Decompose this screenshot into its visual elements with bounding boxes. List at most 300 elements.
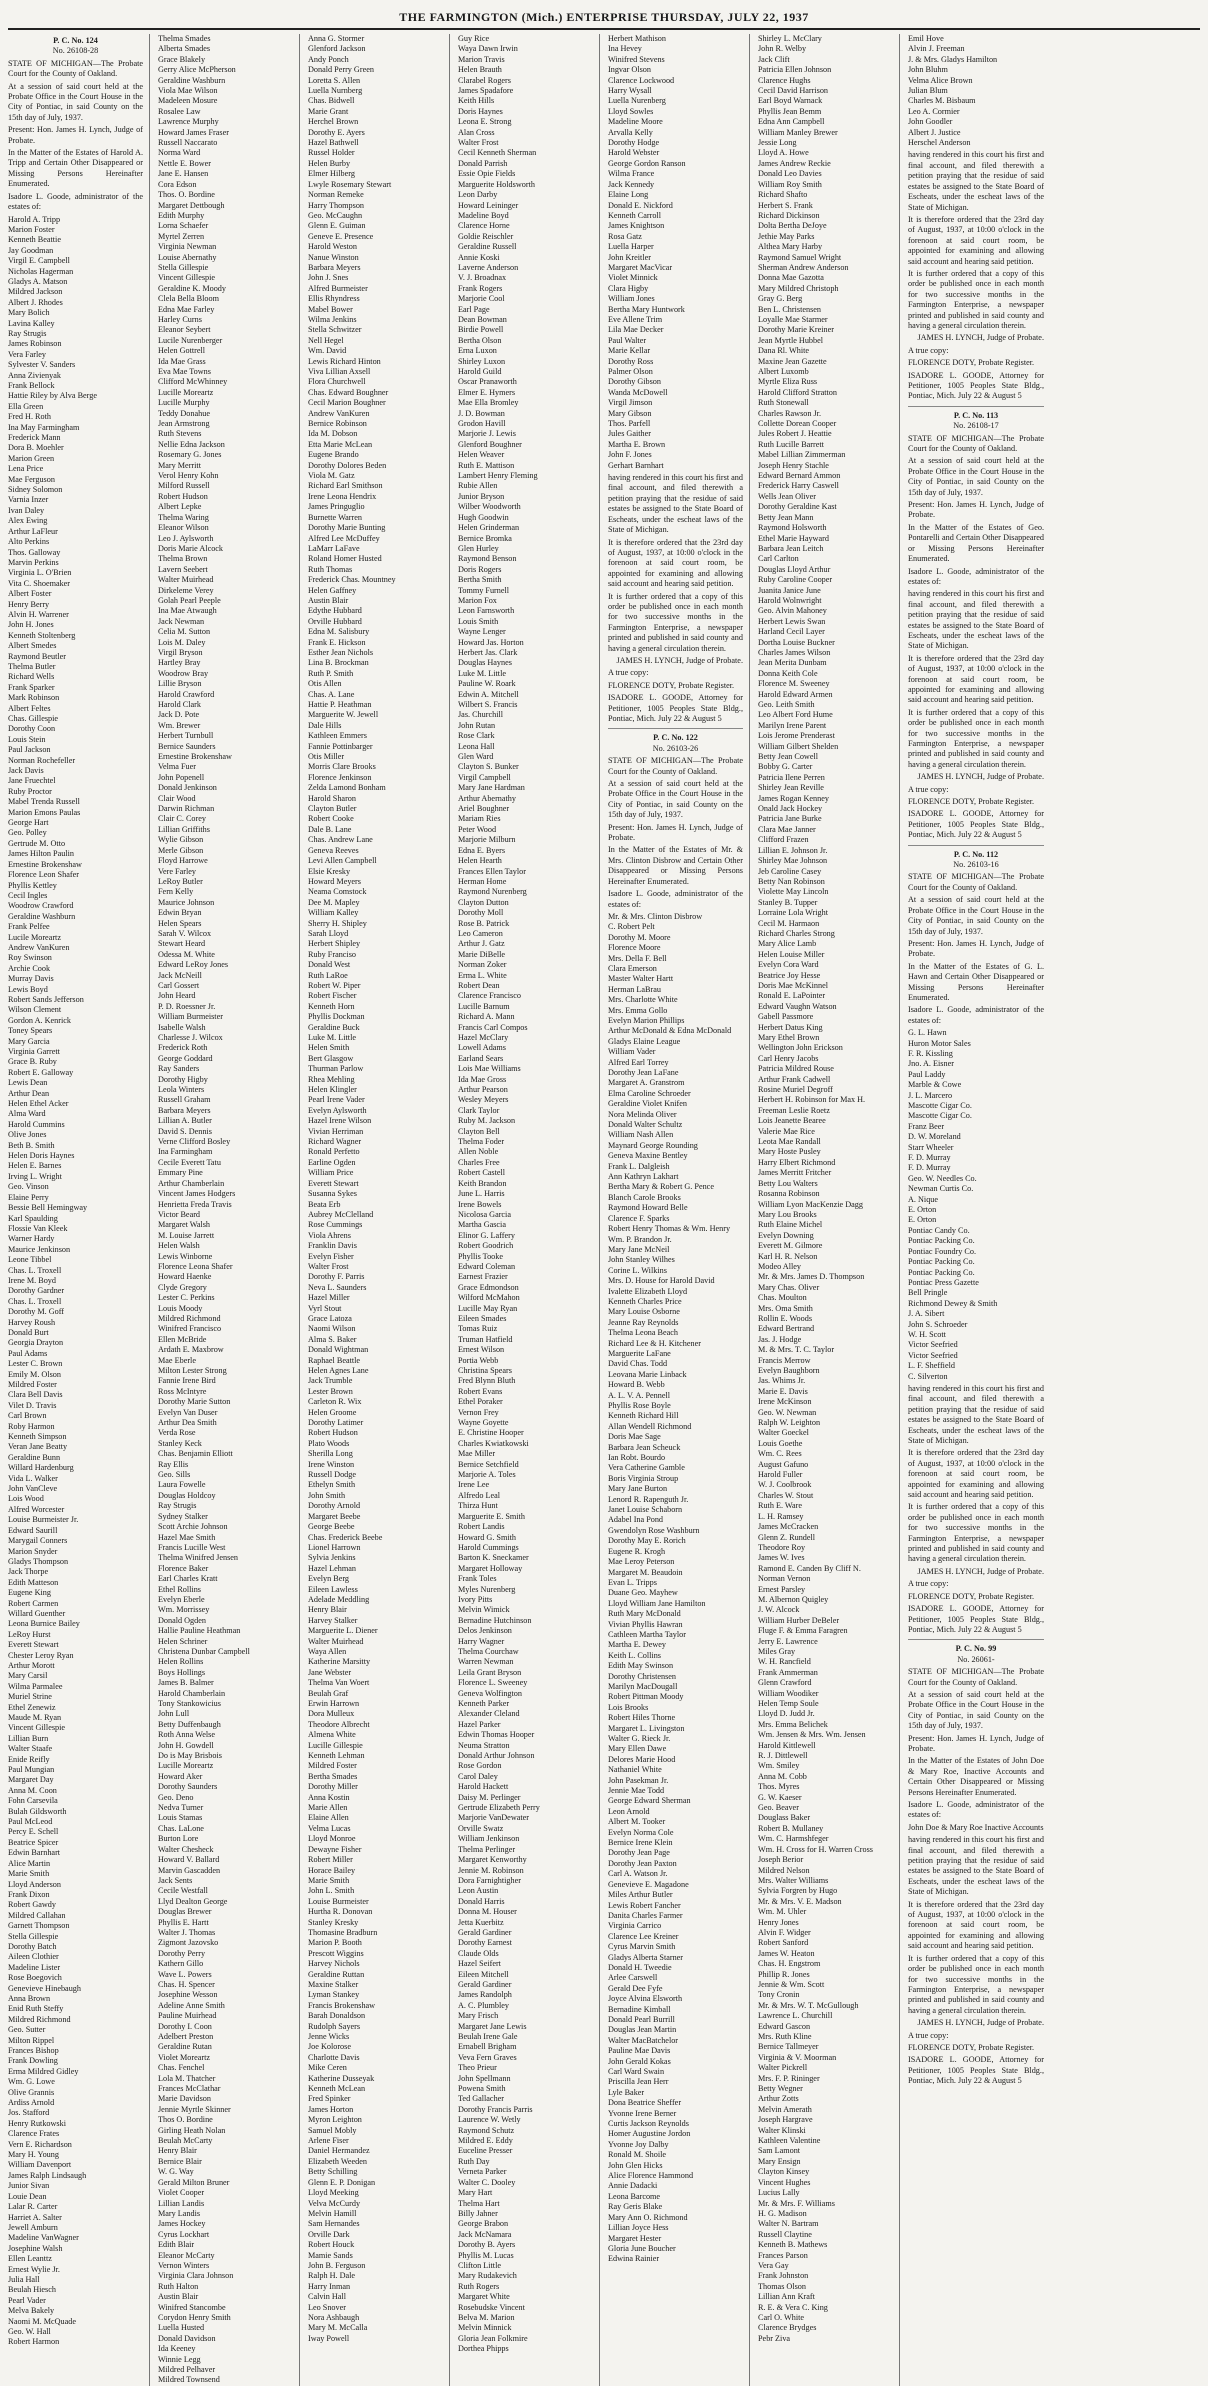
listed-name: Garnett Thompson (8, 1921, 70, 1931)
listed-name: Marguerite Holdsworth (458, 179, 535, 189)
listed-name: Kenneth Simpson (8, 1432, 67, 1442)
notice-divider (908, 406, 1044, 407)
listed-name: Helen Rollins (158, 1657, 204, 1667)
notice-number: P. C. No. 99 (955, 1644, 997, 1654)
listed-name: Carl A. Watson Jr. (608, 1869, 668, 1879)
listed-name: Maynard George Rounding (608, 1140, 698, 1150)
listed-name: Ruth Mary McDonald (608, 1609, 681, 1619)
listed-name: Thomasine Bradburn (308, 1927, 378, 1937)
listed-name: Rose B. Patrick (458, 918, 510, 928)
listed-name: Evelyn Baughborn (758, 1366, 820, 1375)
listed-name: Raymond Holsworth (758, 523, 827, 533)
listed-name: Madeline Boyd (458, 210, 509, 220)
listed-name: Alex Ewing (8, 516, 48, 526)
listed-name: Edward Coleman (458, 1261, 516, 1271)
listed-name: Ruth Day (458, 2156, 490, 2166)
listed-name: Geneve E. Presence (308, 231, 374, 241)
listed-name: Frank Ammerman (758, 1667, 818, 1677)
listed-name: Elinor G. Laffery (458, 1230, 515, 1240)
listed-name: Robert Sands Jefferson (8, 994, 84, 1004)
listed-name: Austin Blair (158, 2292, 199, 2302)
listed-name: Arvalla Kelly (608, 127, 653, 137)
listed-name: Harvey Nichols (308, 1959, 360, 1969)
listed-name: George Gordon Ranson (608, 158, 686, 168)
column-1 (8, 34, 150, 2386)
listed-name: Richard Charles Strong (758, 928, 835, 938)
listed-name: Clarence F. Sparks (608, 1213, 670, 1223)
listed-name: Luella Nurenberg (608, 96, 666, 106)
listed-name: Dorthea Phipps (458, 2344, 509, 2354)
listed-name: Pauline Mae Davis (608, 2046, 671, 2056)
listed-name: Goldie Reischler (458, 231, 514, 241)
listed-name: Melvin Wimick (458, 1605, 510, 1615)
listed-name: Wanda McDowell (608, 387, 668, 397)
listed-name: Bernice Saunders (158, 741, 216, 751)
listed-name: Virgil Campbell (458, 772, 511, 782)
listed-name: Emil Hove (908, 34, 944, 43)
listed-name: Jack McNeill (158, 970, 202, 980)
listed-name: Geo. W. Newman (758, 1407, 817, 1417)
listed-name: Melvin Amerath (758, 2104, 812, 2114)
notice-paragraph: In the Matter of the Estates of Harold A. Tripp and Certain Other Disappeared or Missing Persons Hereinafter Enumerated. (8, 148, 143, 189)
listed-name: Velma Lucas (308, 1823, 351, 1833)
listed-name: Lloyd D. Judd Jr. (758, 1709, 815, 1719)
listed-name: Lenord R. Rapenguth Jr. (608, 1494, 689, 1504)
listed-name: James Robinson (8, 339, 62, 349)
notice-divider (908, 845, 1044, 846)
listed-name: Jerry E. Lawrence (758, 1636, 818, 1646)
listed-name: Howard Aker (158, 1771, 203, 1781)
listed-name: Roy Swinson (8, 953, 52, 963)
listed-name: Hugh Goodwin (458, 512, 509, 522)
listed-name: Arthur Dea Smith (158, 1418, 217, 1428)
listed-name: LeRoy Butler (158, 876, 203, 886)
listed-name: Charlotte Davis (308, 2052, 360, 2062)
listed-name: Beulah Graf (308, 1688, 349, 1698)
listed-name: Rose Cummings (308, 1220, 363, 1230)
listed-name: Hazel Seifert (458, 1959, 501, 1969)
listed-name: Helen Klingler (308, 1085, 357, 1095)
listed-name: Alvin J. Freeman (908, 44, 965, 54)
listed-name: Harry Inman (308, 2281, 351, 2291)
listed-name: Ethel Zenewiz (8, 1702, 56, 1712)
listed-name: Robert Evans (458, 1386, 503, 1396)
listed-name: Luke M. Little (308, 1033, 356, 1042)
listed-name: Glen Ward (458, 752, 494, 762)
listed-name: Mae Eberle (158, 1355, 196, 1365)
listed-name: Anna Brown (8, 1993, 51, 2003)
listed-name: Donald Burt (8, 1327, 49, 1337)
listed-name: Herman LaBrau (608, 984, 661, 994)
listed-name: Naomi Wilson (308, 1324, 356, 1334)
listed-name: Jno. A. Eisner (908, 1059, 954, 1069)
listed-name: Geraldine Bunn (8, 1452, 61, 1462)
listed-name: Bernice Tallmeyer (758, 2042, 819, 2052)
listed-name: Rosebudske Vincent (458, 2302, 525, 2312)
listed-name: Harry Thompson (308, 200, 365, 210)
listed-name: Vincent James Hodgers (158, 1189, 236, 1199)
listed-name: Donald E. Nickford (608, 200, 673, 210)
listed-name: John S. Schroeder (908, 1319, 968, 1329)
listed-name: Edith Blair (158, 2240, 195, 2250)
listed-name: C. Silverton (908, 1371, 948, 1381)
listed-name: Gladys Thompson (8, 1556, 69, 1566)
listed-name: Vera Gay (758, 2260, 789, 2270)
listed-name: Calvin Hall (308, 2292, 346, 2302)
listed-name: Ruby Franciso (308, 949, 356, 959)
listed-name: Arlene Fiser (308, 2136, 349, 2146)
listed-name: Aubrey McClelland (308, 1209, 374, 1219)
listed-name: Jack McNamara (458, 2229, 512, 2239)
listed-name: Valerie Mae Rice (758, 1126, 815, 1136)
listed-name: Walter C. Dooley (458, 2177, 516, 2187)
listed-name: Wellington John Erickson (758, 1043, 843, 1053)
listed-name: Kenneth B. Mathews (758, 2240, 828, 2250)
notice-paragraph: Present: Hon. James H. Lynch, Judge of Probate. (608, 822, 743, 843)
listed-name: Jennie M. Robinson (458, 1865, 524, 1875)
listed-name: Annie Koski (458, 252, 500, 262)
listed-name: Mary Garcia (8, 1036, 50, 1046)
listed-name: Grodon Havill (458, 419, 506, 429)
listed-name: Chester Leroy Ryan (8, 1650, 74, 1660)
listed-name: Mr. & Mrs. V. E. Madson (758, 1896, 842, 1906)
listed-name: Mary Frisch (458, 2011, 499, 2021)
listed-name: Chas. H. Engstrom (758, 1959, 821, 1969)
case-number: No. 26103-16 (953, 860, 999, 870)
listed-name: Emily M. Olson (8, 1369, 61, 1379)
listed-name: Dorothy Ross (608, 356, 654, 366)
listed-name: Sidney Solomon (8, 485, 63, 495)
listed-name: Adelbert Preston (158, 2032, 214, 2041)
listed-name: Lucille Moreartz (158, 1761, 214, 1771)
listed-name: M. & Mrs. T. C. Taylor (758, 1345, 835, 1355)
listed-name: Geo. Sutter (8, 2025, 46, 2035)
listed-name: Robert Fischer (308, 991, 357, 1001)
listed-name: Herbert Shipley (308, 939, 361, 949)
listed-name: June L. Harris (458, 1189, 505, 1199)
listed-name: Evelyn Marion Phillips (608, 1015, 685, 1025)
listed-name: Thelma Brown (158, 554, 208, 564)
listed-name: Robert Goodrich (458, 1241, 514, 1251)
listed-name: Nell Hegel (308, 335, 344, 345)
listed-name: Austin Blair (308, 595, 349, 605)
listed-name: Pearl Irene Vader (308, 1095, 365, 1105)
listed-name: Violette May Lincoln (758, 887, 829, 897)
listed-name: Edward Saurill (8, 1525, 58, 1535)
listed-name: Lois Jerome Prenderast (758, 731, 835, 741)
listed-name: Eleanor Seybert (158, 325, 211, 335)
listed-name: Leo Cameron (458, 928, 503, 938)
notice-paragraph: John Doe & Mary Roe Inactive Accounts (908, 1822, 1044, 1832)
listed-name: Walter Frost (308, 1261, 349, 1271)
listed-name: Carol Daley (458, 1771, 498, 1781)
listed-name: Phyllis Tooke (458, 1251, 503, 1261)
listed-name: Hartley Bray (158, 658, 201, 668)
listed-name: Leon Austin (458, 1886, 499, 1896)
listed-name: William Kalley (308, 908, 359, 918)
notice-paragraph: ISADORE L. GOODE, Attorney for Petitioner, 1005 Peoples State Bldg., Pontiac, Mich. July 22 & August 5 (608, 693, 743, 723)
listed-name: Mrs. Oma Smith (758, 1303, 813, 1313)
listed-name: Harry Wagner (458, 1636, 505, 1646)
listed-name: Lawrence Murphy (158, 117, 219, 127)
listed-name: Lloyd William Jane Hamilton (608, 1598, 706, 1608)
listed-name: Ernest Wylie Jr. (8, 2264, 60, 2274)
listed-name: Irene M. Boyd (8, 1275, 56, 1285)
listed-name: Gerhart Barnhart (608, 460, 664, 470)
listed-name: Mildred Pelhaver (158, 2365, 216, 2374)
listed-name: Louise Abernathy (158, 252, 217, 262)
listed-name: Waya Allen (308, 1646, 347, 1656)
listed-name: Mrs. Ruth Kline (758, 2032, 812, 2041)
listed-name: Jas. J. Hodge (758, 1334, 802, 1344)
listed-name: Wylie Gibson (158, 835, 204, 845)
notice-paragraph: In the Matter of the Estates of John Doe & Mary Roe, Inactive Accounts and Certain Other Disappeared or Missing Persons Hereinafter Enumerated. (908, 1756, 1044, 1797)
listed-name: Chas. Moulton (758, 1293, 807, 1303)
listed-name: Zelda Lamond Bonham (308, 783, 386, 793)
listed-name: Luke M. Little (458, 668, 506, 678)
listed-name: Flossie Van Kleek (8, 1223, 68, 1233)
listed-name: Lina B. Brockman (308, 658, 369, 668)
listed-name: Clark Taylor (458, 1105, 500, 1115)
listed-name: Lloyd Anderson (8, 1879, 61, 1889)
listed-name: Lois Mae Williams (458, 1064, 521, 1074)
listed-name: Geo. Alvin Mahoney (758, 606, 827, 616)
judge-signature: JAMES H. LYNCH, Judge of Probate. (616, 655, 743, 665)
listed-name: Irene Lee (458, 1480, 490, 1490)
listed-name: Winnie Legg (158, 2354, 201, 2364)
listed-name: Huron Motor Sales (908, 1038, 971, 1048)
listed-name: Sam Hernandes (308, 2219, 360, 2229)
listed-name: Earl Charles Kratt (158, 1574, 218, 1584)
listed-name: Charles Free (458, 1157, 500, 1167)
listed-name: Irene Bowels (458, 1199, 502, 1209)
listed-name: Ruth Thomas (308, 564, 353, 574)
listed-name: Charles James Wilson (758, 647, 831, 657)
listed-name: Gertrude Elizabeth Perry (458, 1803, 540, 1813)
listed-name: Russell Naccarato (158, 138, 218, 148)
listed-name: Frances Ellen Taylor (458, 866, 526, 876)
listed-name: Jennie Mae Todd (608, 1786, 665, 1796)
listed-name: Pontiac Packing Co. (908, 1267, 975, 1277)
listed-name: Ella Green (8, 401, 44, 411)
listed-name: Clayton Kinsey (758, 2167, 810, 2177)
listed-name: Dorothy Higby (158, 1074, 208, 1084)
listed-name: Alice Martin (8, 1858, 51, 1868)
listed-name: Clarence Lockwood (608, 75, 675, 85)
listed-name: Toney Spears (8, 1026, 53, 1036)
listed-name: Helen Schriner (158, 1636, 208, 1646)
listed-name: Willard Hardenburg (8, 1463, 74, 1473)
listed-name: E. Christine Hooper (458, 1428, 524, 1438)
listed-name: Patricia Ellen Johnson (758, 65, 832, 75)
listed-name: Geraldine Violet Knifen (608, 1099, 687, 1109)
listed-name: Ina Mae Atwaugh (158, 606, 217, 616)
column-6 (758, 34, 900, 2386)
listed-name: Georgia Drayton (8, 1338, 64, 1348)
listed-name: Shirley Jean Reville (758, 783, 824, 793)
notice-paragraph: Isadore L. Goode, administrator of the estates of: (908, 1800, 1044, 1820)
listed-name: Birdie Powell (458, 325, 504, 335)
listed-name: Alberta Smades (158, 44, 211, 54)
listed-name: Douglas Haynes (458, 658, 512, 668)
listed-name: Jenne Wicks (308, 2032, 350, 2041)
listed-name: Collette Dorean Cooper (758, 419, 837, 429)
listed-name: Helen Weaver (458, 450, 505, 460)
listed-name: Mildred Townsend (158, 2375, 220, 2385)
listed-name: Ross McIntyre (158, 1386, 207, 1396)
listed-name: W. J. Coolbrook (758, 1480, 812, 1490)
listed-name: Lois Brooks (608, 1702, 649, 1712)
case-number: No. 26108-28 (52, 46, 99, 56)
listed-name: Ruby M. Jackson (458, 1116, 516, 1126)
listed-name: Mary Rudakevich (458, 2271, 517, 2281)
listed-name: Raymond Howard Belle (608, 1203, 688, 1213)
listed-name: August Gafuno (758, 1459, 809, 1469)
listed-name: Alice Florence Hammond (608, 2171, 694, 2181)
listed-name: Lloyd Sowles (608, 106, 654, 116)
listed-name: Marion Green (8, 453, 55, 463)
listed-name: Kenneth Lehman (308, 1751, 365, 1761)
listed-name: Bell Pringle (908, 1288, 948, 1298)
listed-name: Delores Marie Hood (608, 1754, 676, 1764)
listed-name: Donald Pearl Burrill (608, 2014, 675, 2024)
listed-name: Ida M. Dobson (308, 429, 358, 439)
listed-name: John Lull (158, 1709, 190, 1719)
listed-name: Vincent Gillespie (158, 273, 216, 283)
listed-name: Howard V. Ballard (158, 1855, 220, 1865)
listed-name: Geo. Leith Smith (758, 700, 815, 709)
listed-name: Marion Snyder (8, 1546, 58, 1556)
listed-name: Wm. H. Cross for H. Warren Cross (758, 1844, 873, 1854)
listed-name: Peter Wood (458, 824, 497, 834)
listed-name: Francis Lucille West (158, 1542, 226, 1552)
listed-name: Louis Moody (158, 1303, 203, 1313)
listed-name: Frank Dixon (8, 1889, 50, 1899)
listed-name: Yvonne Joy Dalby (608, 2139, 669, 2149)
listed-name: Lester C. Brown (8, 1359, 63, 1369)
listed-name: Lewis Richard Hinton (308, 356, 381, 366)
listed-name: Wm. Brewer (158, 720, 201, 730)
listed-name: Charles Kwiatkowski (458, 1438, 529, 1448)
listed-name: Lewis Robert Fancher (608, 1900, 681, 1910)
listed-name: Frances Bishop (8, 2046, 59, 2055)
listed-name: Jean Myrtle Hubbel (758, 335, 824, 345)
listed-name: Velma Alice Brown (908, 75, 973, 85)
listed-name: Clarence Hughs (758, 75, 811, 85)
listed-name: Thelma Waring (158, 512, 209, 522)
listed-name: John Rutan (458, 720, 496, 730)
listed-name: Albert Foster (8, 589, 52, 599)
listed-name: Geo. W. Hall (8, 2326, 51, 2336)
listed-name: Norma Ward (158, 148, 201, 158)
listed-name: Karl Spaulding (8, 1213, 58, 1223)
listed-name: Wilbert S. Francis (458, 700, 518, 709)
listed-name: Almena White (308, 1730, 356, 1740)
listed-name: Sherman Andrew Anderson (758, 262, 849, 272)
listed-name: Thelma Hart (458, 2198, 500, 2208)
listed-name: Kenneth Carroll (608, 210, 661, 220)
listed-name: Jeb Caroline Casey (758, 866, 822, 876)
listed-name: Verne Clifford Bosley (158, 1137, 231, 1147)
listed-name: Bernadine Hutchinson (458, 1615, 532, 1625)
listed-name: Emmary Pine (158, 1168, 203, 1178)
listed-name: Dorothy Moll (458, 908, 504, 918)
listed-name: Grace Edmondson (458, 1282, 519, 1292)
listed-name: Kenneth Horn (308, 1001, 355, 1011)
listed-name: Pontiac Packing Co. (908, 1236, 975, 1246)
listed-name: Violet Cooper (158, 2188, 205, 2198)
listed-name: Alfredo Leal (458, 1490, 501, 1500)
listed-name: Milton Rippel (8, 2035, 55, 2045)
listed-name: Josephine Walsh (8, 2243, 63, 2253)
listed-name: Donald Arthur Johnson (458, 1751, 535, 1761)
listed-name: Verneta Parker (458, 2167, 507, 2177)
judge-signature: JAMES H. LYNCH, Judge of Probate. (917, 333, 1044, 343)
listed-name: Lavina Kalley (8, 318, 55, 328)
listed-name: Violet Moreartz (158, 2052, 211, 2062)
listed-name: Cora Edson (158, 179, 197, 189)
listed-name: Ray Strugis (8, 328, 47, 338)
listed-name: Lila Mae Decker (608, 325, 664, 335)
listed-name: Blanch Carole Brooks (608, 1192, 681, 1202)
listed-name: John VanCleve (8, 1484, 58, 1494)
listed-name: Olive Grannis (8, 2087, 55, 2097)
listed-name: Patricia Mildred Rouse (758, 1064, 834, 1074)
listed-name: Frederick Chas. Mountney (308, 575, 396, 585)
case-number: No. 26061- (957, 1654, 995, 1664)
listed-name: Jack Sents (158, 1875, 193, 1885)
listed-name: Gerald Milton Bruner (158, 2177, 230, 2187)
notice-paragraph: At a session of said court held at the Probate Office in the Court House in the City of Pontiac, in said County on the 15th day of July, 1937. (908, 895, 1044, 936)
listed-name: Velva McCurdy (308, 2198, 361, 2208)
listed-name: Truman Hatfield (458, 1334, 513, 1344)
listed-name: Mildred Jackson (8, 287, 63, 297)
listed-name: Corydon Henry Smith (158, 2312, 231, 2322)
listed-name: Portia Webb (458, 1355, 499, 1365)
listed-name: Ernestine Brokenshaw (158, 752, 232, 762)
listed-name: Earl Boyd Warnack (758, 96, 823, 106)
listed-name: Mrs. Della F. Bell (608, 953, 667, 963)
listed-name: Walter N. Bartram (758, 2219, 819, 2229)
listed-name: Thelma Courchaw (458, 1646, 519, 1656)
listed-name: John Goodler (908, 117, 953, 127)
listed-name: Barton K. Sneckamer (458, 1553, 529, 1563)
listed-name: Thelma Foder (458, 1137, 505, 1147)
listed-name: Raymond Beutler (8, 651, 66, 661)
listed-name: Mildred Nelson (758, 1865, 810, 1875)
listed-name: Irene Leona Hendrix (308, 491, 377, 501)
listed-name: Ingvar Olson (608, 65, 651, 75)
listed-name: Barbara Jean Scheuck (608, 1442, 681, 1452)
listed-name: Tomas Ruiz (458, 1324, 498, 1334)
listed-name: Helen E. Barnes (8, 1161, 62, 1171)
listed-name: Ina Hevey (608, 44, 642, 54)
listed-name: Janet Louise Schaborn (608, 1505, 683, 1515)
listed-name: Floyd Harrowe (158, 856, 208, 866)
listed-name: Walter Pickrell (758, 2063, 808, 2073)
listed-name: Violet Minnick (608, 273, 658, 283)
listed-name: Rose Gordon (458, 1761, 502, 1771)
listed-name: Woodrow Crawford (8, 901, 74, 911)
listed-name: Lucile Nurenberger (158, 335, 223, 345)
listed-name: Edwin A. Mitchell (458, 689, 519, 699)
listed-name: Erna Luxon (458, 346, 497, 356)
listed-name: Verda Rose (158, 1428, 196, 1438)
listed-name: Paul Mungian (8, 1765, 55, 1775)
listed-name: Nicolosa Garcia (458, 1209, 511, 1219)
listed-name: Herbert Mathison (608, 34, 666, 43)
listed-name: R. J. Dittlewell (758, 1751, 808, 1761)
